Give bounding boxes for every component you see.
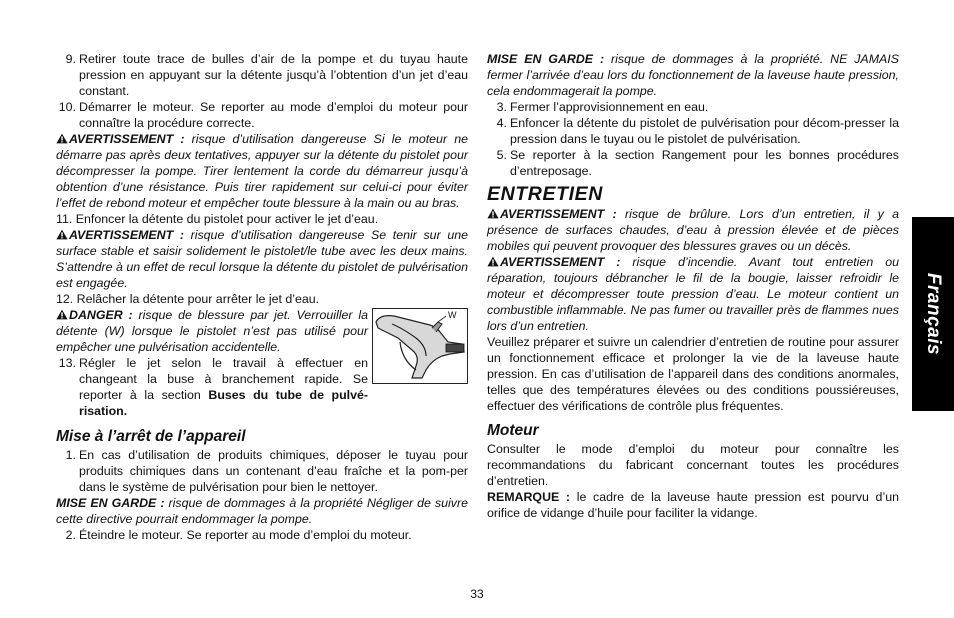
warning-text: risque d’incendie. Avant tout entretien ou réparation, toujours débrancher le fil de la bougie, laisser refroidir le moteur et décompresser toute pression d’eau. Le moteur contient un combustible inflammable. Ne pas fumer ou travailler près de flammes nues lors d’un entretien.	[487, 255, 899, 333]
step-text: Éteindre le moteur. Se reporter au mode d’emploi du moteur.	[79, 528, 412, 542]
step-number: 9.	[65, 52, 76, 66]
shutdown-step-4	[487, 115, 899, 147]
step-number: 13.	[58, 356, 76, 370]
shutdown-step-2	[56, 527, 468, 543]
remark-paragraph	[487, 489, 899, 521]
maintenance-paragraph: Veuillez préparer et suivre un calendrier d’entretien de routine pour assurer un fonctionnement efficace et prolonger la vie de la laveuse haute pression. En cas d’utilisation de l’appareil dans des conditions anormales, telles que des températures élevées ou des conditions poussiéreuses, effectuer des vérifications de contrôle plus fréquentes.	[487, 335, 899, 413]
warning-text: risque d’utilisation dangereuse Si le moteur ne démarre pas après deux tentatives, appuyer sur la détente du pistolet pour décompresser la pompe. Tirer lentement la corde du démarreur jusqu’à obtention d’une résistance. Puis tirer rapidement sur celui-ci pour éviter l’effet de rebond moteur et empêcher toute blessure à la main ou au bras.	[56, 132, 468, 210]
warning-label: AVERTISSEMENT :	[69, 132, 185, 146]
spray-gun-illustration	[372, 308, 468, 384]
warning-triangle-icon	[56, 309, 68, 320]
warning-label: AVERTISSEMENT :	[69, 228, 184, 242]
warning-triangle-icon	[487, 256, 499, 267]
step-text: Enfoncer la détente du pistolet de pulvérisation pour décom-presser la pression dans le tuyau ou le pistolet de pulvérisation.	[510, 116, 899, 146]
step-11: 11. Enfoncer la détente du pistolet pour activer le jet d’eau.	[56, 212, 379, 226]
step-number: 5.	[496, 148, 507, 162]
heading-shutdown: Mise à l’arrêt de l’appareil	[56, 428, 246, 445]
caution-text: risque de dommages à la propriété Négliger de suivre cette directive pourrait endommager la pompe.	[56, 496, 468, 526]
heading-maintenance: ENTRETIEN	[487, 183, 603, 205]
caution-pump	[56, 495, 468, 527]
caution-text: risque de dommages à la propriété. NE JAMAIS fermer l’arrivée d’eau lors du fonctionnement de la laveuse haute pression, cela endommagerait la pompe.	[487, 52, 899, 98]
step-number: 10.	[58, 100, 76, 114]
step-text: Retirer toute trace de bulles d’air de la pompe et du tuyau haute pression en appuyant sur la détente jusqu’à l’obtention d’un jet d’eau constant.	[79, 52, 468, 98]
figure-label-w: W	[448, 310, 457, 320]
warning-start-engine	[56, 131, 468, 211]
caution-label: MISE EN GARDE :	[487, 52, 605, 66]
warning-triangle-icon	[56, 133, 68, 144]
warning-label: AVERTISSEMENT :	[500, 207, 617, 221]
step-12: 12. Relâcher la détente pour arrêter le jet d’eau.	[56, 292, 320, 306]
shutdown-step-5	[487, 147, 899, 179]
caution-label: MISE EN GARDE :	[56, 496, 165, 510]
step-9	[56, 51, 468, 99]
warning-label: AVERTISSEMENT :	[500, 255, 621, 269]
engine-paragraph: Consulter le mode d’emploi du moteur pour connaître les recommandations du fabricant concernant toutes les procédures d’entretien.	[487, 442, 899, 488]
warning-triangle-icon	[487, 208, 499, 219]
caution-water-supply	[487, 51, 899, 99]
warning-burn	[487, 206, 899, 254]
language-tab-label: Français	[923, 272, 944, 356]
step-text: Fermer l’approvisionnement en eau.	[510, 100, 709, 114]
warning-fire	[487, 254, 899, 334]
remark-label: REMARQUE :	[487, 490, 571, 504]
danger-notice	[56, 307, 368, 355]
step-text-bold: Buses du tube de pulvé-risation.	[79, 388, 368, 418]
step-number: 2.	[65, 528, 76, 542]
shutdown-step-3	[487, 99, 899, 115]
step-text: En cas d’utilisation de produits chimiques, déposer le tuyau pour produits chimiques dans un contenant d’eau fraîche et la pom-per dans le système de pulvérisation pour bien le nettoyer.	[79, 448, 468, 494]
warning-triangle-icon	[56, 229, 68, 240]
warning-grip	[56, 227, 468, 291]
warning-text: risque de brûlure. Lors d’un entretien, il y a présence de surfaces chaudes, d’eau à pression élevée et de pièces mobiles qui peuvent provoquer des blessures graves ou un décès.	[487, 207, 899, 253]
step-text: Régler le jet selon le travail à effectuer en changeant la buse à branchement rapide. Se reporter à la section	[79, 356, 368, 402]
right-column	[487, 51, 899, 521]
step-10	[56, 99, 468, 131]
remark-text: le cadre de la laveuse haute pression est pourvu d’un orifice de vidange d’huile pour faciliter la vidange.	[487, 490, 899, 520]
step-text: Se reporter à la section Rangement pour les bonnes procédures d’entreposage.	[510, 148, 899, 178]
language-tab	[912, 217, 954, 411]
warning-text: risque d’utilisation dangereuse Se tenir sur une surface stable et saisir solidement le pistolet/le tube avec les deux mains. S’attendre à un effet de recul lorsque la détente du pistolet de pulvérisation est engagée.	[56, 228, 468, 290]
danger-figure-block	[56, 307, 468, 419]
heading-engine: Moteur	[487, 422, 539, 439]
step-number: 4.	[496, 116, 507, 130]
danger-label: DANGER :	[69, 308, 133, 322]
step-text: Démarrer le moteur. Se reporter au mode d’emploi du moteur pour connaître la procédure correcte.	[79, 100, 468, 130]
page-number: 33	[470, 587, 484, 601]
step-number: 3.	[496, 100, 507, 114]
danger-text: risque de blessure par jet. Verrouiller la détente (W) lorsque le pistolet n’est pas utilisé pour empêcher une pulvérisation accidentelle.	[56, 308, 368, 354]
step-13	[56, 355, 368, 419]
left-column	[56, 51, 468, 543]
step-number: 1.	[65, 448, 76, 462]
shutdown-step-1	[56, 447, 468, 495]
